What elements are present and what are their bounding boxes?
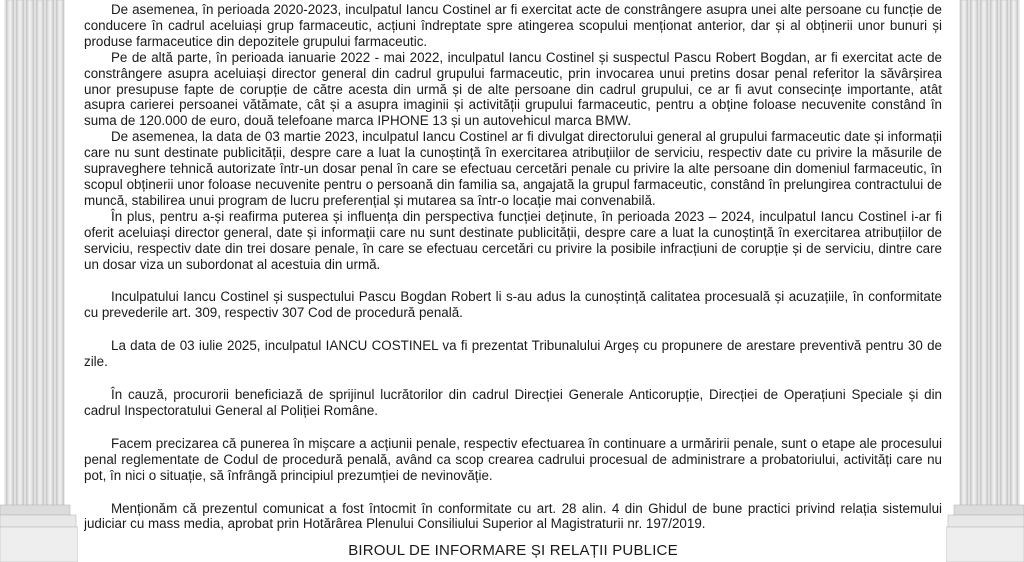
press-release-document (84, 0, 942, 562)
paragraph: Inculpatului Iancu Costinel și suspectului Pascu Bogdan Robert li s-au adus la cunoștință calitatea procesuală și acuzațiile, în conformitate cu prevederile art. 309, respectiv 307 Cod de procedură penală. (84, 289, 942, 321)
footer-signature: BIROUL DE INFORMARE ȘI RELAȚII PUBLICE (348, 542, 678, 559)
left-column-decoration (0, 0, 78, 562)
right-column-decoration (946, 0, 1024, 562)
paragraph: De asemenea, la data de 03 martie 2023, inculpatul Iancu Costinel ar fi divulgat directorului general al grupului farmaceutic date și informații care nu sunt destinate publicității, despre care a luat la cunoștință în exercitarea atribuțiilor de serviciu, respectiv date cu privire la măsurile de supraveghere tehnică autorizate într-un dosar penal în care se efectuau cercetări penale cu privire la alte persoane din domeniul farmaceutic, în scopul obținerii unor foloase necuvenite pentru o persoană din familia sa, angajată la grupul farmaceutic, constând în prelungirea contractului de muncă, stabilirea unui program de lucru preferențial și mutarea sa într-o locație mai convenabilă. (84, 129, 942, 208)
paragraph: Pe de altă parte, în perioada ianuarie 2022 - mai 2022, inculpatul Iancu Costinel și suspectul Pascu Robert Bogdan, ar fi exercitat acte de constrângere asupra aceluiași director general din cadrul grupului farmaceutic, prin invocarea unui pretins dosar penal referitor la săvârșirea unor presupuse fapte de corupție de către acesta din urmă și de alte persoane din cadrul grupului, ce ar fi avut consecințe importante, atât asupra carierei persoanei vătămate, cât și a asupra imaginii și activității grupului farmaceutic, pentru a obține foloase necuvenite constând în suma de 120.000 de euro, două telefoane marca IPHONE 13 și un autovehicul marca BMW. (84, 49, 942, 129)
paragraph: Menționăm că prezentul comunicat a fost întocmit în conformitate cu art. 28 alin. 4 din Ghidul de bune practici privind relația sistemului judiciar cu mass media, aprobat prin Hotărârea Plenului Consiliului Superior al Magistraturii nr. 197/2019. (84, 500, 942, 532)
paragraph: Facem precizarea că punerea în mișcare a acțiunii penale, respectiv efectuarea în continuare a urmăririi penale, sunt o etape ale procesului penal reglementate de Codul de procedură penală, având ca scop crearea cadrului procesual de administrare a probatoriului, activități care nu pot, în nici o situație, să înfrângă principiul prezumției de nevinovăție. (84, 435, 942, 483)
press-release-body (84, 2, 942, 532)
paragraph: În plus, pentru a-și reafirma puterea și influența din perspectiva funcției deținute, în perioada 2023 – 2024, inculpatul Iancu Costinel i-ar fi oferit aceluiași director general, date și informații care nu sunt destinate publicității, despre care a luat la cunoștință în exercitarea atribuțiilor de serviciu, respectiv date din trei dosare penale, în care se efectuau cercetări cu privire la posibile infracțiuni de corupție și de serviciu, dintre care un dosar viza un subordonat al acestuia din urmă. (84, 208, 942, 272)
paragraph: De asemenea, în perioada 2020-2023, inculpatul Iancu Costinel ar fi exercitat acte de constrângere asupra unei alte persoane cu funcție de conducere în cadrul aceluiași grup farmaceutic, acțiuni îndreptate spre atingerea scopului menționat anterior, dar și al obținerii unor bunuri și produse farmaceutice din depozitele grupului farmaceutic. (84, 2, 942, 49)
paragraph: În cauză, procurorii beneficiază de sprijinul lucrătorilor din cadrul Direcției Generale Anticorupție, Direcției de Operațiuni Speciale și din cadrul Inspectoratului General al Poliției Române. (84, 387, 942, 418)
paragraph: La data de 03 iulie 2025, inculpatul IANCU COSTINEL va fi prezentat Tribunalului Argeș cu propunere de arestare preventivă pentru 30 de zile. (84, 338, 942, 370)
